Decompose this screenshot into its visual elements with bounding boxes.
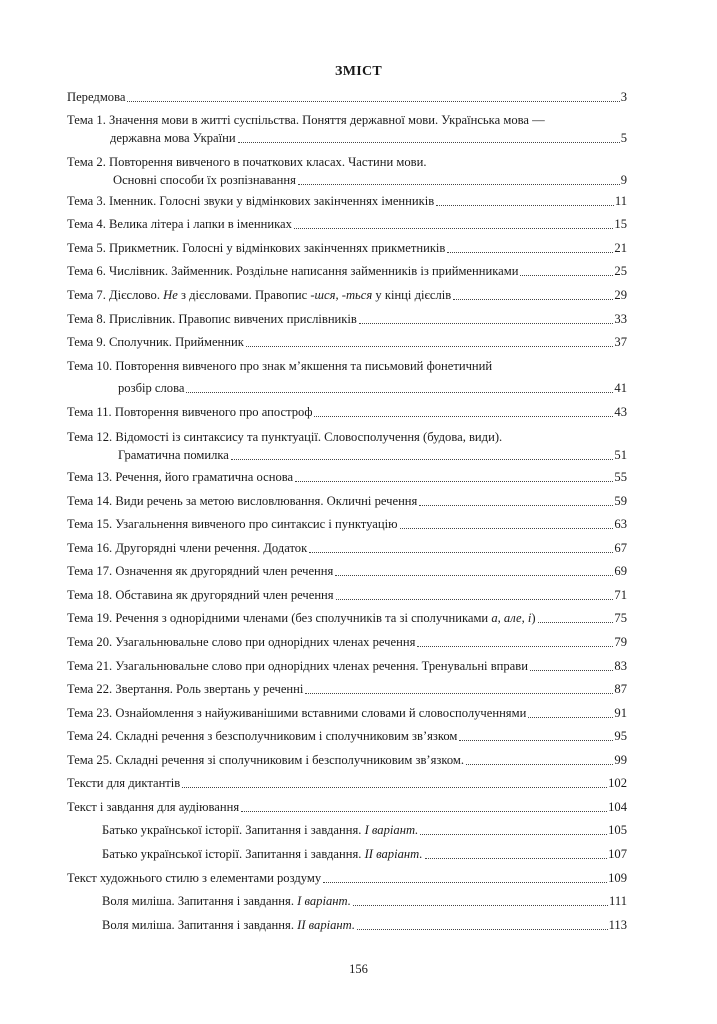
toc-entry-topic-2: Тема 2. Повторення вивченого в початкових класах. Частини мови. Основні способи їх розпізнавання 9 [67, 155, 627, 187]
page-ref: 25 [614, 264, 627, 278]
toc-entry-topic-7: Тема 7. Дієслово. Не з дієсловами. Правопис -шся, -ться у кінці дієслів 29 [67, 288, 627, 302]
page-ref: 107 [608, 847, 627, 861]
page-number: 156 [349, 962, 368, 976]
page-ref: 113 [608, 918, 627, 932]
page-ref: 111 [609, 894, 627, 908]
toc-entry-topic-17: Тема 17. Означення як другорядний член речення 69 [67, 564, 627, 578]
toc-entry-topic-10: Тема 10. Повторення вивченого про знак м’якшення та письмовий фонетичний розбір слова 41 [67, 359, 627, 395]
toc-entry-topic-23: Тема 23. Ознайомлення з найуживанішими вставними словами й словосполученнями 91 [67, 706, 627, 720]
page-ref: 41 [614, 381, 627, 395]
toc-entry-topic-19: Тема 19. Речення з однорідними членами (без сполучників та зі сполучниками а, але, і) 75 [67, 611, 627, 625]
page-ref: 79 [614, 635, 627, 649]
page-ref: 9 [620, 173, 627, 187]
page-ref: 3 [620, 90, 627, 104]
page-ref: 29 [614, 288, 627, 302]
page-ref: 21 [614, 241, 627, 255]
page-ref: 104 [608, 800, 627, 814]
toc-entry-dictations: Тексти для диктантів 102 [67, 776, 627, 790]
page-ref: 55 [614, 470, 627, 484]
page-ref: 37 [614, 335, 627, 349]
toc-entry-topic-24: Тема 24. Складні речення з безсполучниковим і сполучниковим зв’язком 95 [67, 729, 627, 743]
page-ref: 51 [614, 448, 627, 462]
page-ref: 15 [614, 217, 627, 231]
page-ref: 33 [614, 312, 627, 326]
page-ref: 11 [614, 194, 627, 208]
toc-entry-topic-12: Тема 12. Відомості із синтаксису та пунктуації. Словосполучення (будова, види). Граматична помилка 51 [67, 430, 627, 462]
toc-subentry: Батько української історії. Запитання і завдання. ІІ варіант. 107 [102, 847, 627, 861]
page-ref: 95 [614, 729, 627, 743]
page-ref: 99 [614, 753, 627, 767]
page-ref: 102 [608, 776, 627, 790]
toc-entry-topic-20: Тема 20. Узагальнювальне слово при однорідних членах речення 79 [67, 635, 627, 649]
page-ref: 59 [614, 494, 627, 508]
toc-entry-topic-5: Тема 5. Прикметник. Голосні у відмінкових закінченнях прикметників 21 [67, 241, 627, 255]
toc-entry-topic-15: Тема 15. Узагальнення вивченого про синтаксис і пунктуацію 63 [67, 517, 627, 531]
toc-entry-topic-4: Тема 4. Велика літера і лапки в іменниках 15 [67, 217, 627, 231]
page-ref: 71 [614, 588, 627, 602]
page-ref: 91 [614, 706, 627, 720]
page-ref: 105 [608, 823, 627, 837]
page-ref: 75 [614, 611, 627, 625]
page-ref: 67 [614, 541, 627, 555]
toc-entry-topic-8: Тема 8. Прислівник. Правопис вивчених прислівників 33 [67, 312, 627, 326]
toc-entry-art-text: Текст художнього стилю з елементами роздуму 109 [67, 871, 627, 885]
toc-entry-topic-14: Тема 14. Види речень за метою висловлювання. Окличні речення 59 [67, 494, 627, 508]
toc-subentry: Воля миліша. Запитання і завдання. І варіант. 111 [102, 894, 627, 908]
toc-entry-listening: Текст і завдання для аудіювання 104 [67, 800, 627, 814]
page-ref: 43 [614, 405, 627, 419]
toc-subentry: Воля миліша. Запитання і завдання. ІІ варіант. 113 [102, 918, 627, 932]
page-title: ЗМІСТ [335, 64, 382, 79]
page-ref: 63 [614, 517, 627, 531]
toc-entry-topic-25: Тема 25. Складні речення зі сполучниковим і безсполучниковим зв’язком. 99 [67, 753, 627, 767]
toc-entry-topic-13: Тема 13. Речення, його граматична основа 55 [67, 470, 627, 484]
toc-entry-topic-3: Тема 3. Іменник. Голосні звуки у відмінкових закінченнях іменників 11 [67, 194, 627, 208]
toc-entry-topic-18: Тема 18. Обставина як другорядний член речення 71 [67, 588, 627, 602]
page-ref: 69 [614, 564, 627, 578]
page-ref: 83 [614, 659, 627, 673]
toc-entry-topic-6: Тема 6. Числівник. Займенник. Роздільне написання займенників із прийменниками 25 [67, 264, 627, 278]
toc-entry-topic-16: Тема 16. Другорядні члени речення. Додаток 67 [67, 541, 627, 555]
toc-subentry: Батько української історії. Запитання і завдання. І варіант. 105 [102, 823, 627, 837]
toc-entry-topic-11: Тема 11. Повторення вивченого про апостроф 43 [67, 405, 627, 419]
toc-entry-topic-1: Тема 1. Значення мови в житті суспільства. Поняття державної мови. Українська мова — державна мова України 5 [67, 113, 627, 145]
page-ref: 87 [614, 682, 627, 696]
toc-entry-topic-21: Тема 21. Узагальнювальне слово при однорідних членах речення. Тренувальні вправи 83 [67, 659, 627, 673]
toc-entry-preface: Передмова 3 [67, 90, 627, 104]
toc-entry-topic-22: Тема 22. Звертання. Роль звертань у реченні 87 [67, 682, 627, 696]
page-ref: 109 [608, 871, 627, 885]
toc-entry-topic-9: Тема 9. Сполучник. Прийменник 37 [67, 335, 627, 349]
page-ref: 5 [620, 131, 627, 145]
